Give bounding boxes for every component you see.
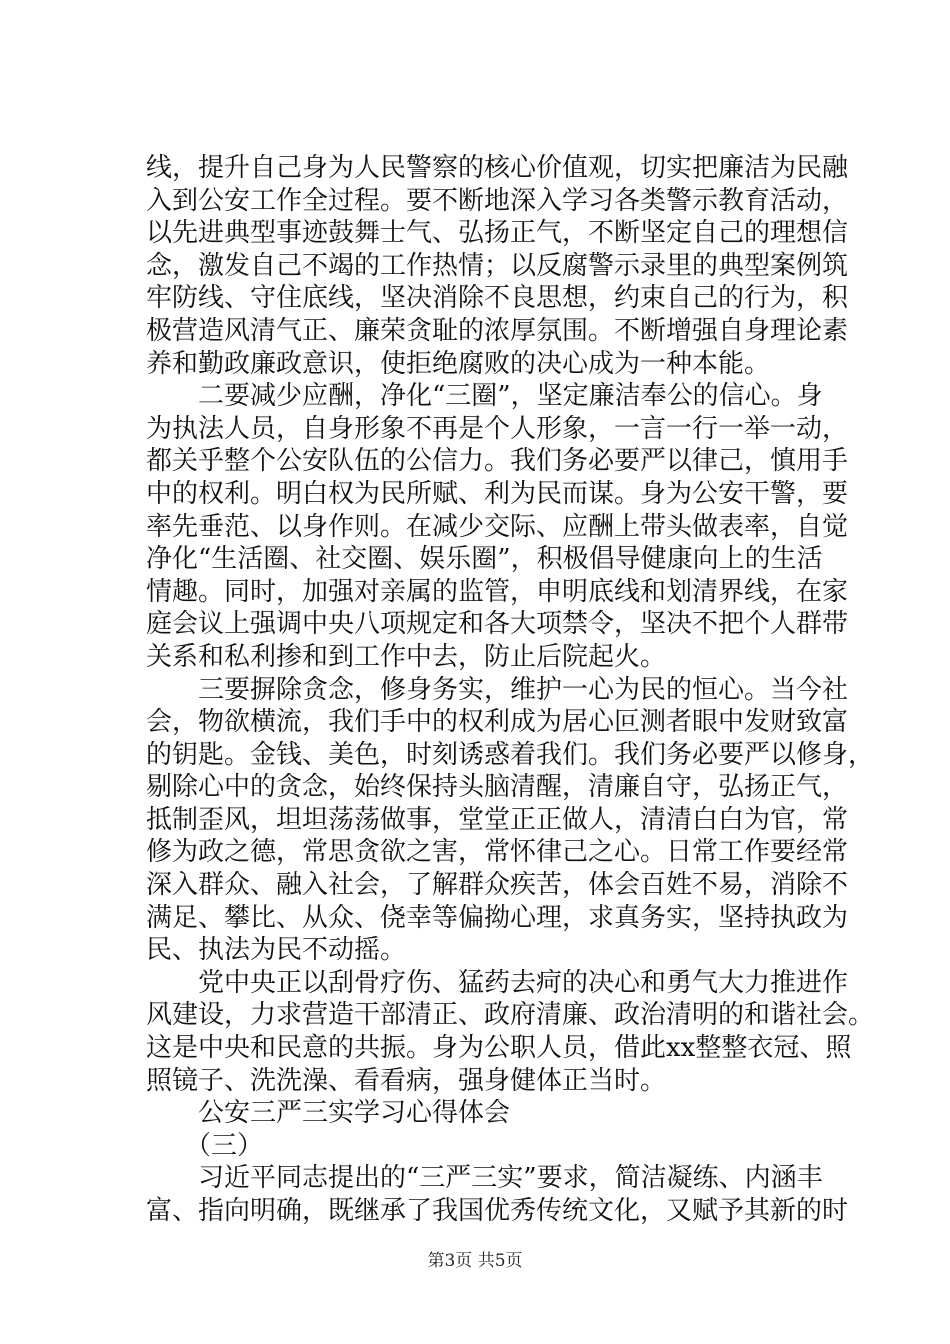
text-line: 风建设，力求营造干部清正、政府清廉、政治清明的和谐社会。 <box>146 1000 875 1031</box>
text-line: 养和勤政廉政意识，使拒绝腐败的决心成为一种本能。 <box>146 348 771 379</box>
text-line: 这是中央和民意的共振。身为公职人员，借此xx整整衣冠、照 <box>146 1033 852 1064</box>
text-line: 民、执法为民不动摇。 <box>146 935 407 966</box>
text-line: 以先进典型事迹鼓舞士气、弘扬正气，不断坚定自己的理想信 <box>146 218 849 249</box>
text-line: 满足、攀比、从众、侥幸等偏拗心理，求真务实，坚持执政为 <box>146 902 849 933</box>
text-line: 修为政之德，常思贪欲之害，常怀律己之心。日常工作要经常 <box>146 837 849 868</box>
text-line: 的钥匙。金钱、美色，时刻诱惑着我们。我们务必要严以修身， <box>146 739 875 770</box>
text-line: 深入群众、融入社会，了解群众疾苦，体会百姓不易，消除不 <box>146 870 849 901</box>
text-line: 线，提升自己身为人民警察的核心价值观，切实把廉洁为民融 <box>146 153 849 183</box>
text-line: 习近平同志提出的“三严三实”要求，简洁凝练、内涵丰 <box>146 1163 823 1194</box>
text-line: 念，激发自己不竭的工作热情；以反腐警示录里的典型案例筑 <box>146 250 849 281</box>
text-line: 会，物欲横流，我们手中的权利成为居心叵测者眼中发财致富 <box>146 707 849 738</box>
text-line: 净化“生活圈、社交圈、娱乐圈”，积极倡导健康向上的生活 <box>146 544 823 575</box>
text-line: 三要摒除贪念，修身务实，维护一心为民的恒心。当今社 <box>146 674 849 705</box>
text-line: 庭会议上强调中央八项规定和各大项禁令，坚决不把个人群带 <box>146 609 849 640</box>
text-line: 富、指向明确，既继承了我国优秀传统文化，又赋予其新的时 <box>146 1196 849 1226</box>
page-footer: 第3页 共5页 <box>427 1251 523 1271</box>
text-line: 关系和私利掺和到工作中去，防止后院起火。 <box>146 641 667 672</box>
text-line: 为执法人员，自身形象不再是个人形象，一言一行一举一动， <box>146 413 849 444</box>
text-line: 情趣。同时，加强对亲属的监管，申明底线和划清界线，在家 <box>146 576 849 607</box>
text-line: 极营造风清气正、廉荣贪耻的浓厚氛围。不断增强自身理论素 <box>146 315 849 346</box>
body-text <box>146 152 875 1228</box>
text-line: 抵制歪风，坦坦荡荡做事，堂堂正正做人，清清白白为官，常 <box>146 804 849 835</box>
text-line: 都关乎整个公安队伍的公信力。我们务必要严以律己，慎用手 <box>146 446 849 477</box>
text-line: 入到公安工作全过程。要不断地深入学习各类警示教育活动， <box>146 185 849 216</box>
text-line: 党中央正以刮骨疗伤、猛药去疴的决心和勇气大力推进作 <box>146 967 849 998</box>
text-line: 照镜子、洗洗澡、看看病，强身健体正当时。 <box>146 1065 667 1096</box>
text-line: 二要减少应酬，净化“三圈”，坚定廉洁奉公的信心。身 <box>146 381 823 412</box>
text-line: 率先垂范、以身作则。在减少交际、应酬上带头做表率，自觉 <box>146 511 849 542</box>
text-line: 牢防线、守住底线，坚决消除不良思想，约束自己的行为，积 <box>146 283 849 314</box>
text-line: （三） <box>146 1130 264 1161</box>
text-line: 剔除心中的贪念，始终保持头脑清醒，清廉自守，弘扬正气， <box>146 772 849 803</box>
text-line: 中的权利。明白权为民所赋、利为民而谋。身为公安干警，要 <box>146 478 849 509</box>
text-line: 公安三严三实学习心得体会 <box>146 1098 511 1129</box>
